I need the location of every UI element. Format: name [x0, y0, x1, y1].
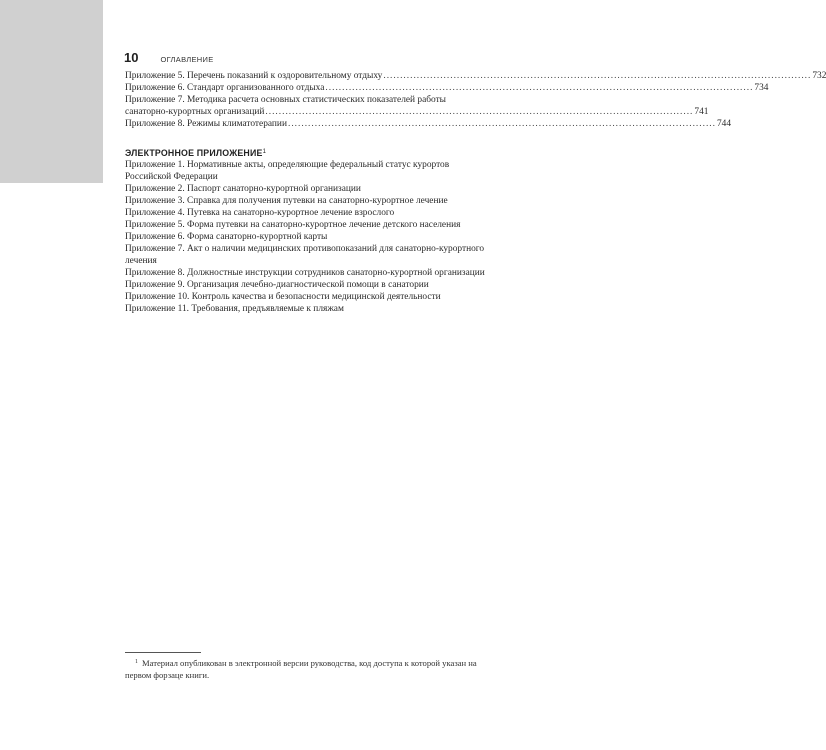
toc-entry	[125, 118, 732, 130]
list-item: Приложение 11. Требования, предъявляемые к пляжам	[125, 304, 344, 314]
toc-entry-label: Приложение 5. Перечень показаний к оздоровительному отдыху	[125, 71, 383, 81]
list-item: Приложение 5. Форма путевки на санаторно-курортное лечение детского населения	[125, 220, 461, 230]
list-item: Приложение 1. Нормативные акты, определяющие федеральный статус курортов	[125, 160, 450, 170]
footnote	[125, 657, 503, 681]
section-heading	[125, 148, 266, 158]
toc-entry	[125, 82, 769, 94]
footnote-text: Материал опубликован в электронной версии руководства, код доступа к которой указан на	[142, 658, 477, 668]
toc-entry-page: 734	[754, 83, 769, 93]
toc-entry	[125, 70, 826, 82]
electronic-appendix-list	[125, 159, 503, 315]
footnote-mark: 1	[135, 659, 138, 665]
footnote-divider	[125, 652, 201, 653]
list-item: Приложение 2. Паспорт санаторно-курортной организации	[125, 184, 361, 194]
list-item: лечения	[125, 256, 157, 266]
toc-entry-label: Приложение 6. Стандарт организованного отдыха	[125, 83, 325, 93]
list-item: Приложение 10. Контроль качества и безопасности медицинской деятельности	[125, 292, 441, 302]
page-number: 10	[124, 50, 139, 65]
list-item: Приложение 8. Должностные инструкции сотрудников санаторно-курортной организации	[125, 268, 485, 278]
section-heading-text: ЭЛЕКТРОННОЕ ПРИЛОЖЕНИЕ	[125, 148, 263, 158]
toc-entry-page: 744	[716, 119, 732, 129]
running-title: ОГЛАВЛЕНИЕ	[160, 55, 214, 64]
gray-margin-tab	[0, 0, 103, 183]
page-header	[124, 50, 214, 65]
list-item: Российской Федерации	[125, 172, 218, 182]
toc-list	[125, 70, 826, 130]
footnote-line	[125, 657, 503, 670]
list-item: Приложение 6. Форма санаторно-курортной карты	[125, 232, 328, 242]
footnote-line: первом форзаце книги.	[125, 669, 210, 680]
dot-leader: ................................................................................................................................	[265, 107, 694, 117]
toc-entry-label: Приложение 8. Режимы климатотерапии	[125, 119, 287, 129]
toc-entry-page: 741	[694, 107, 709, 117]
dot-leader: ................................................................................................................................	[325, 83, 754, 93]
toc-entry	[125, 106, 709, 118]
footnote-reference: 1	[262, 149, 267, 155]
toc-entry-first-line: Приложение 7. Методика расчета основных статистических показателей работы	[125, 95, 446, 105]
list-item: Приложение 3. Справка для получения путевки на санаторно-курортное лечение	[125, 196, 448, 206]
toc-entry-page: 732	[812, 71, 826, 81]
list-item: Приложение 4. Путевка на санаторно-курортное лечение взрослого	[125, 208, 395, 218]
dot-leader: ................................................................................................................................	[287, 119, 716, 129]
list-item: Приложение 9. Организация лечебно-диагностической помощи в санатории	[125, 280, 429, 290]
dot-leader: ................................................................................................................................	[383, 71, 812, 81]
list-item: Приложение 7. Акт о наличии медицинских противопоказаний для санаторно-курортного	[125, 244, 485, 254]
toc-entry-label: санаторно-курортных организаций	[125, 107, 265, 117]
